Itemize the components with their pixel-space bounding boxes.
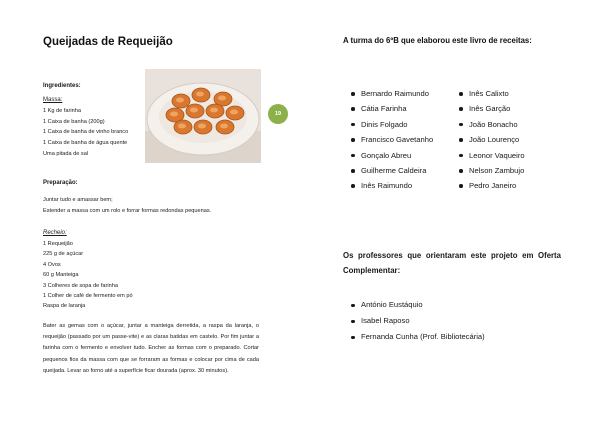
students-list-col2: [459, 86, 525, 194]
list-item: 60 g Manteiga: [43, 272, 79, 279]
recheio-list: [43, 239, 133, 312]
list-item: Leonor Vaqueiro: [459, 148, 525, 163]
preparation-heading: Preparação:: [43, 180, 78, 186]
list-item: António Eustáquio: [351, 297, 485, 313]
list-item: Pedro Janeiro: [459, 178, 525, 193]
massa-list: [43, 106, 128, 160]
list-item: Dinis Folgado: [351, 117, 433, 132]
list-item: João Bonacho: [459, 117, 525, 132]
list-item: 1 Requeijão: [43, 241, 73, 247]
queijada-highlight: [170, 112, 178, 117]
queijada-highlight: [210, 108, 218, 113]
preparation-line: Estender a massa com um rolo e forrar formas redondas pequenas.: [43, 208, 212, 214]
list-item: 1 Colher de café de fermento em pó: [43, 293, 133, 300]
recipe-title: Queijadas de Requeijão: [43, 36, 173, 48]
ingredients-heading: Ingredientes:: [43, 83, 81, 89]
list-item: 3 Colheres de sopa de farinha: [43, 282, 118, 289]
queijada-highlight: [196, 92, 204, 97]
list-item: 1 Caixa de banha (200g): [43, 118, 105, 125]
list-item: Fernanda Cunha (Prof. Bibliotecária): [351, 329, 485, 345]
page-number-badge: 19: [268, 104, 288, 124]
list-item: Bernardo Raimundo: [351, 86, 433, 101]
queijadas-photo: [145, 69, 261, 163]
list-item: Inês Raimundo: [351, 178, 433, 193]
list-item: 1 Caixa de banha de vinho branco: [43, 129, 129, 136]
teachers-heading: Os professores que orientaram este projeto em Oferta Complementar:: [343, 251, 561, 275]
list-item: Francisco Gavetanho: [351, 132, 433, 147]
list-item: Nelson Zambujo: [459, 163, 525, 178]
list-item: 1 Kg de farinha: [43, 108, 81, 114]
queijada-highlight: [218, 96, 226, 101]
queijada-highlight: [198, 124, 206, 129]
list-item: Guilherme Caldeira: [351, 163, 433, 178]
list-item: Gonçalo Abreu: [351, 148, 433, 163]
preparation-line: Juntar tudo e amassar bem;: [43, 197, 113, 203]
right-page: [300, 0, 600, 424]
list-item: Isabel Raposo: [351, 313, 485, 329]
list-item: Inês Calixto: [459, 86, 525, 101]
class-heading: A turma do 6ºB que elaborou este livro de receitas:: [343, 36, 532, 45]
list-item: Uma pitada de sal: [43, 150, 89, 157]
list-item: 1 Caixa de banha de água quente: [43, 140, 128, 147]
queijada-highlight: [178, 124, 186, 129]
list-item: Inês Garção: [459, 101, 525, 116]
list-item: 225 g de açúcar: [43, 251, 84, 258]
queijada-highlight: [220, 124, 228, 129]
recheio-label: Recheio:: [43, 230, 67, 236]
method-paragraph: Bater as gemas com o açúcar, juntar a manteiga derretida, a raspa da laranja, o requeijão (passado por um passe-vite) e as claras batidas em castelo. Por fim juntar a farinha com o fermento e envolver tudo. Encher as formas com o preparado. Cortar pequenos fios da massa com que se forraram as formas e colocar por cima de cada queijada. Levar ao forno até a superfície ficar dourada (aprox. 30 minutos).: [43, 323, 259, 374]
queijada-highlight: [230, 110, 238, 115]
list-item: João Lourenço: [459, 132, 525, 147]
teachers-list: [351, 297, 485, 345]
list-item: 4 Ovos: [43, 261, 61, 268]
preparation-text: [43, 195, 211, 217]
students-list-col1: [351, 86, 433, 194]
list-item: Raspa de laranja: [43, 303, 86, 310]
list-item: Cátia Farinha: [351, 101, 433, 116]
queijada-highlight: [176, 98, 184, 103]
queijada-highlight: [190, 108, 198, 113]
massa-label: Massa:: [43, 97, 63, 103]
